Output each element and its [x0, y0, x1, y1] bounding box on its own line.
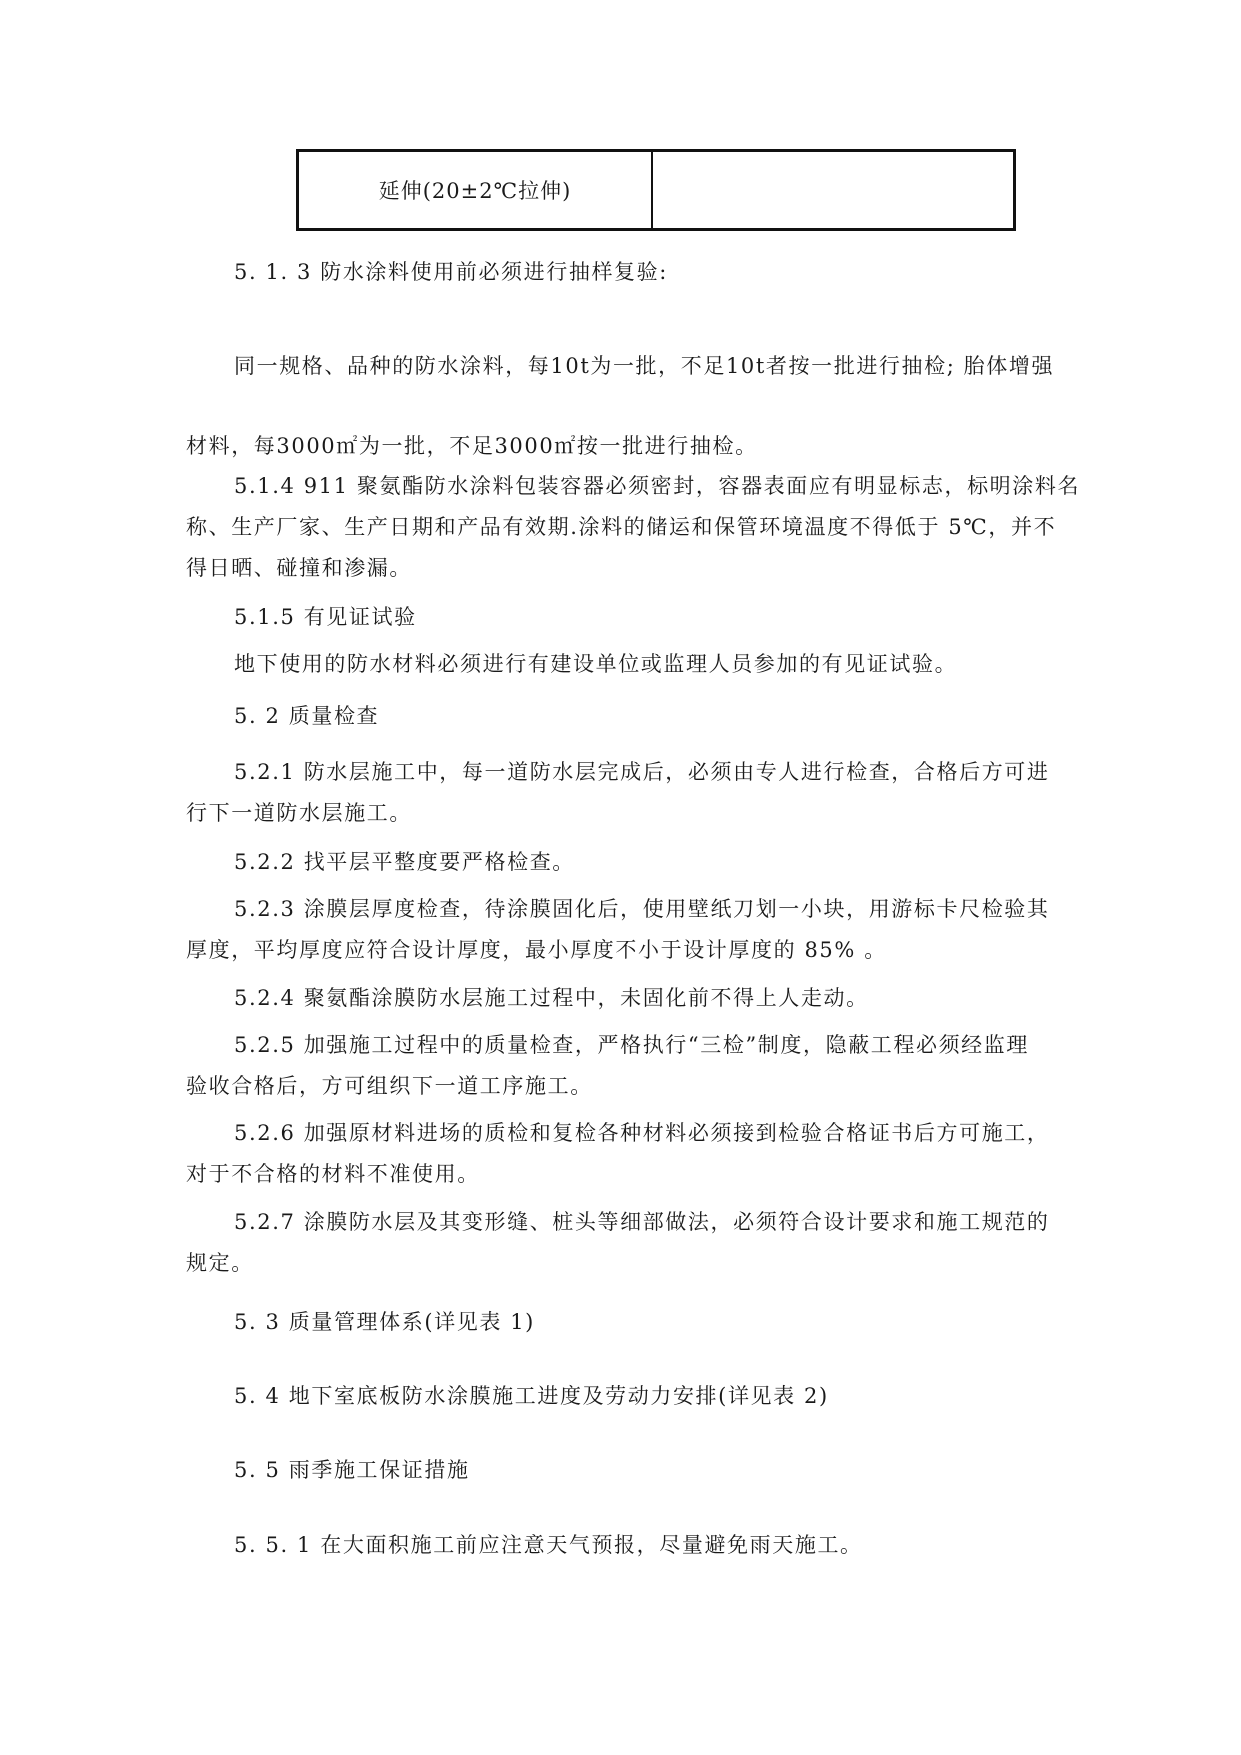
- paragraph-line: 5.1.4 911 聚氨酯防水涂料包装容器必须密封，容器表面应有明显标志，标明涂料名: [234, 474, 1081, 498]
- paragraph-line: 对于不合格的材料不准使用。: [186, 1162, 480, 1186]
- spec-table: [296, 149, 1016, 231]
- paragraph-line: 5.2.5 加强施工过程中的质量检查，严格执行“三检”制度，隐蔽工程必须经监理: [234, 1033, 1029, 1057]
- section-5-2-7: [186, 1202, 1116, 1284]
- section-5-2-title: 5. 2 质量检查: [234, 704, 380, 728]
- paragraph-line: 得日晒、碰撞和渗漏。: [186, 556, 412, 580]
- section-5-5-1: 5. 5. 1 在大面积施工前应注意天气预报，尽量避免雨天施工。: [234, 1533, 863, 1557]
- section-5-5: 5. 5 雨季施工保证措施: [234, 1458, 470, 1482]
- section-5-1-5-title: 5.1.5 有见证试验: [234, 605, 417, 629]
- section-5-2-4: 5.2.4 聚氨酯涂膜防水层施工过程中，未固化前不得上人走动。: [234, 986, 869, 1010]
- table-cell-property: 延伸(20±2℃拉伸): [299, 152, 653, 228]
- paragraph-line: 5.2.6 加强原材料进场的质检和复检各种材料必须接到检验合格证书后方可施工，: [234, 1121, 1050, 1145]
- paragraph-line: 同一规格、品种的防水涂料，每10t为一批，不足10t者按一批进行抽检; 胎体增强: [234, 354, 1055, 378]
- paragraph-line: 称、生产厂家、生产日期和产品有效期.涂料的储运和保管环境温度不得低于 5℃，并不: [186, 515, 1057, 539]
- section-5-2-1: [186, 752, 1116, 834]
- paragraph-line: 规定。: [186, 1251, 254, 1275]
- paragraph-line: 厚度，平均厚度应符合设计厚度，最小厚度不小于设计厚度的 85% 。: [186, 938, 887, 962]
- paragraph-line: 5.2.3 涂膜层厚度检查，待涂膜固化后，使用壁纸刀划一小块，用游标卡尺检验其: [234, 897, 1050, 921]
- section-5-1-4: [186, 466, 1116, 589]
- paragraph-line: 验收合格后，方可组织下一道工序施工。: [186, 1074, 593, 1098]
- section-5-4: 5. 4 地下室底板防水涂膜施工进度及劳动力安排(详见表 2): [234, 1384, 829, 1408]
- section-5-3: 5. 3 质量管理体系(详见表 1): [234, 1310, 535, 1334]
- table-cell-value: [653, 152, 1013, 228]
- section-5-2-5: [186, 1025, 1116, 1107]
- paragraph-line: 行下一道防水层施工。: [186, 801, 412, 825]
- section-5-1-5-body: 地下使用的防水材料必须进行有建设单位或监理人员参加的有见证试验。: [234, 652, 958, 676]
- paragraph-line: 5.2.1 防水层施工中，每一道防水层完成后，必须由专人进行检查，合格后方可进: [234, 760, 1050, 784]
- section-5-1-3-body: [186, 326, 1116, 486]
- section-5-2-2: 5.2.2 找平层平整度要严格检查。: [234, 850, 575, 874]
- paragraph-line: 5.2.7 涂膜防水层及其变形缝、桩头等细部做法，必须符合设计要求和施工规范的: [234, 1210, 1050, 1234]
- section-5-1-3-title: 5. 1. 3 防水涂料使用前必须进行抽样复验:: [234, 260, 668, 284]
- paragraph-line: 材料，每3000㎡为一批，不足3000㎡按一批进行抽检。: [186, 434, 758, 458]
- section-5-2-6: [186, 1113, 1116, 1195]
- section-5-2-3: [186, 889, 1116, 971]
